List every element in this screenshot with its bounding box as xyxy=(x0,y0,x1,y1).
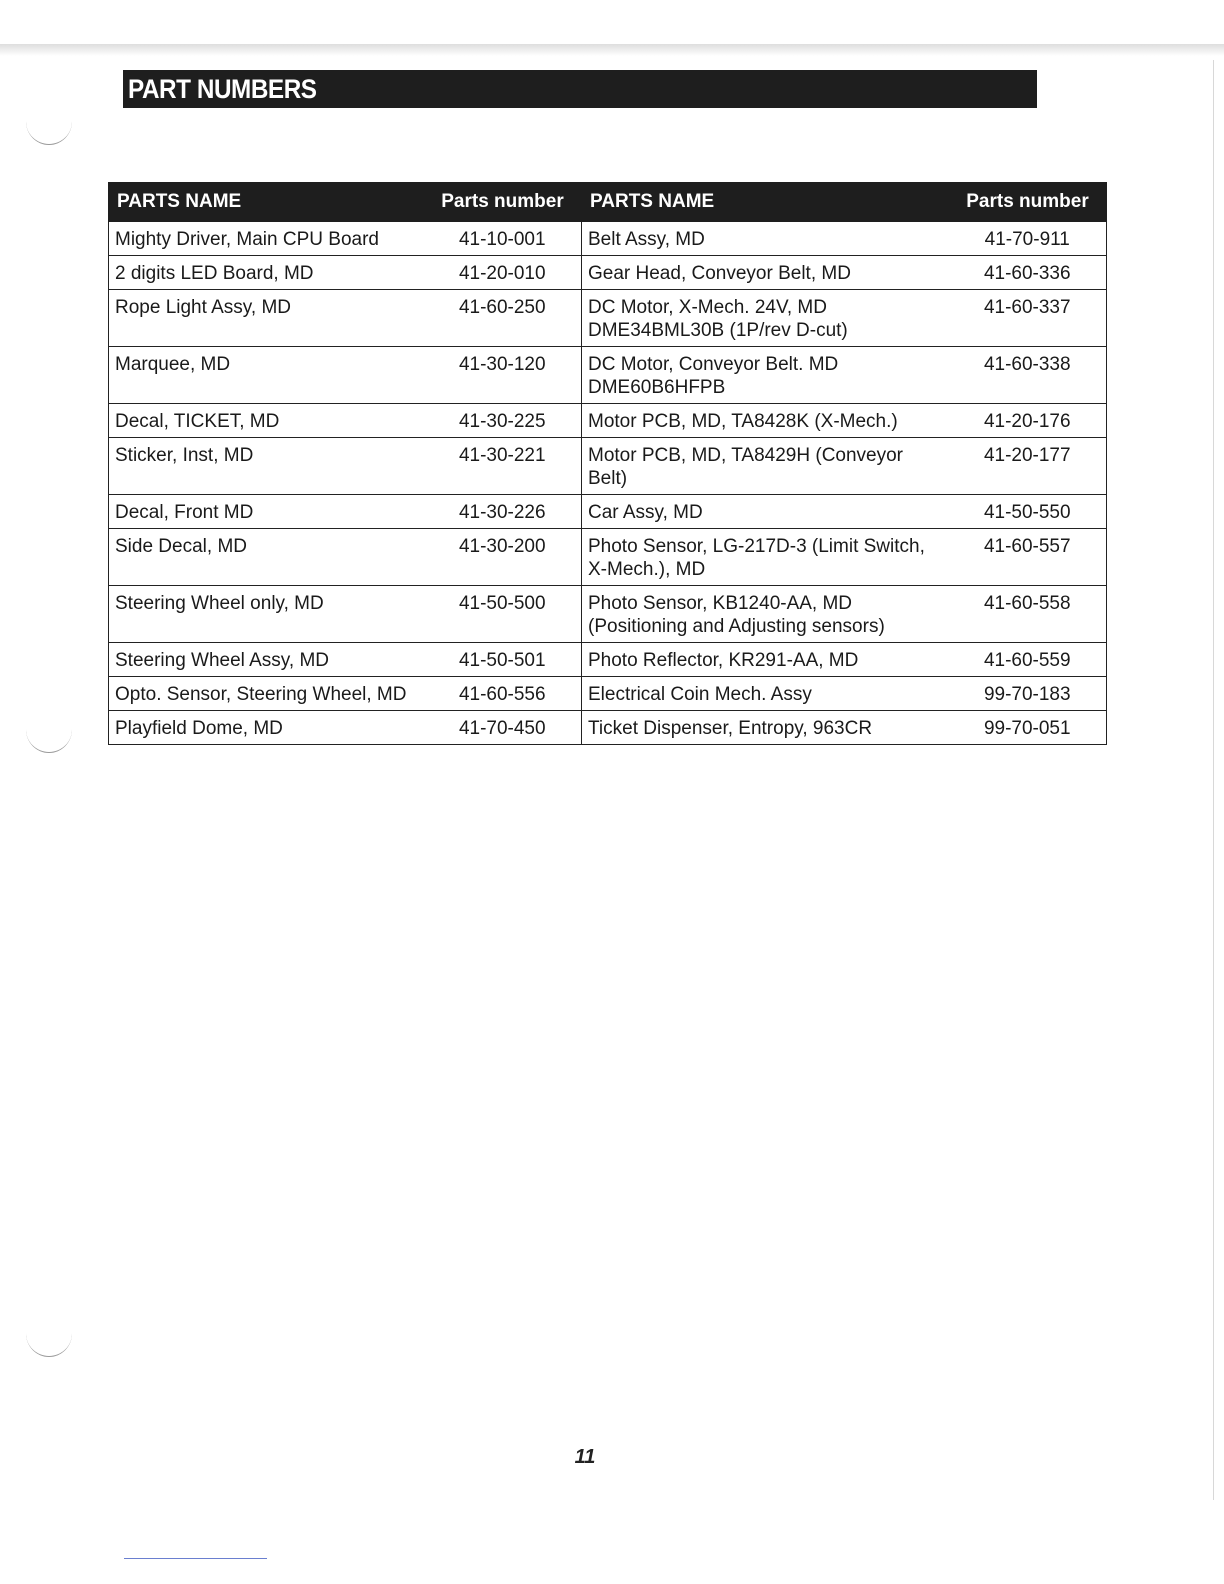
part-number: 41-20-176 xyxy=(949,404,1107,438)
part-name: Mighty Driver, Main CPU Board xyxy=(109,222,424,256)
part-name: Decal, Front MD xyxy=(109,495,424,529)
page-number: 11 xyxy=(574,1446,596,1468)
part-number: 41-60-337 xyxy=(949,290,1107,347)
table-row xyxy=(109,438,1107,495)
table-row xyxy=(109,643,1107,677)
binder-hole-mark xyxy=(26,706,72,753)
scan-right-edge xyxy=(1213,60,1214,1500)
header-parts-number: Parts number xyxy=(949,183,1107,222)
part-name: Motor PCB, MD, TA8429H (Conveyor Belt) xyxy=(582,438,949,495)
binder-hole-mark xyxy=(26,98,72,145)
part-name: Belt Assy, MD xyxy=(582,222,949,256)
table-row xyxy=(109,677,1107,711)
part-name: Opto. Sensor, Steering Wheel, MD xyxy=(109,677,424,711)
part-name: Playfield Dome, MD xyxy=(109,711,424,745)
part-number: 41-50-500 xyxy=(424,586,582,643)
section-title: PART NUMBERS xyxy=(128,74,317,104)
part-name: Rope Light Assy, MD xyxy=(109,290,424,347)
part-number: 99-70-051 xyxy=(949,711,1107,745)
table-row xyxy=(109,495,1107,529)
header-parts-name: PARTS NAME xyxy=(109,183,424,222)
table-row xyxy=(109,347,1107,404)
table-row xyxy=(109,711,1107,745)
part-number: 41-20-177 xyxy=(949,438,1107,495)
part-name: Ticket Dispenser, Entropy, 963CR xyxy=(582,711,949,745)
part-number: 41-70-911 xyxy=(949,222,1107,256)
header-parts-number: Parts number xyxy=(424,183,582,222)
part-number: 41-60-336 xyxy=(949,256,1107,290)
part-name: Photo Sensor, KB1240-AA, MD (Positioning and Adjusting sensors) xyxy=(582,586,949,643)
table-row xyxy=(109,256,1107,290)
part-name: Electrical Coin Mech. Assy xyxy=(582,677,949,711)
binder-hole-mark xyxy=(26,1310,72,1357)
part-name: Sticker, Inst, MD xyxy=(109,438,424,495)
part-name: Decal, TICKET, MD xyxy=(109,404,424,438)
part-name: Gear Head, Conveyor Belt, MD xyxy=(582,256,949,290)
table-row xyxy=(109,404,1107,438)
part-name: Marquee, MD xyxy=(109,347,424,404)
part-name: Motor PCB, MD, TA8428K (X-Mech.) xyxy=(582,404,949,438)
part-name: Steering Wheel only, MD xyxy=(109,586,424,643)
table-row xyxy=(109,290,1107,347)
part-number: 41-60-558 xyxy=(949,586,1107,643)
scan-top-shadow xyxy=(0,44,1224,56)
header-parts-name: PARTS NAME xyxy=(582,183,949,222)
table-row xyxy=(109,586,1107,643)
part-number: 41-30-226 xyxy=(424,495,582,529)
table-row xyxy=(109,529,1107,586)
table-header-row xyxy=(109,183,1107,222)
part-number: 41-60-556 xyxy=(424,677,582,711)
part-number: 41-30-120 xyxy=(424,347,582,404)
part-number: 41-60-250 xyxy=(424,290,582,347)
part-number: 99-70-183 xyxy=(949,677,1107,711)
scan-artifact-line xyxy=(124,1558,267,1559)
part-name: Side Decal, MD xyxy=(109,529,424,586)
part-name: Photo Sensor, LG-217D-3 (Limit Switch, X-Mech.), MD xyxy=(582,529,949,586)
part-number: 41-60-559 xyxy=(949,643,1107,677)
part-number: 41-30-221 xyxy=(424,438,582,495)
section-header-bar xyxy=(123,70,1037,108)
part-number: 41-60-338 xyxy=(949,347,1107,404)
part-number: 41-50-501 xyxy=(424,643,582,677)
part-name: 2 digits LED Board, MD xyxy=(109,256,424,290)
parts-table xyxy=(108,182,1107,745)
part-number: 41-20-010 xyxy=(424,256,582,290)
part-number: 41-30-225 xyxy=(424,404,582,438)
table-row xyxy=(109,222,1107,256)
part-name: Photo Reflector, KR291-AA, MD xyxy=(582,643,949,677)
part-name: DC Motor, Conveyor Belt. MD DME60B6HFPB xyxy=(582,347,949,404)
part-name: DC Motor, X-Mech. 24V, MD DME34BML30B (1P/rev D-cut) xyxy=(582,290,949,347)
part-number: 41-50-550 xyxy=(949,495,1107,529)
part-number: 41-60-557 xyxy=(949,529,1107,586)
part-number: 41-30-200 xyxy=(424,529,582,586)
part-name: Car Assy, MD xyxy=(582,495,949,529)
part-number: 41-10-001 xyxy=(424,222,582,256)
part-number: 41-70-450 xyxy=(424,711,582,745)
part-name: Steering Wheel Assy, MD xyxy=(109,643,424,677)
